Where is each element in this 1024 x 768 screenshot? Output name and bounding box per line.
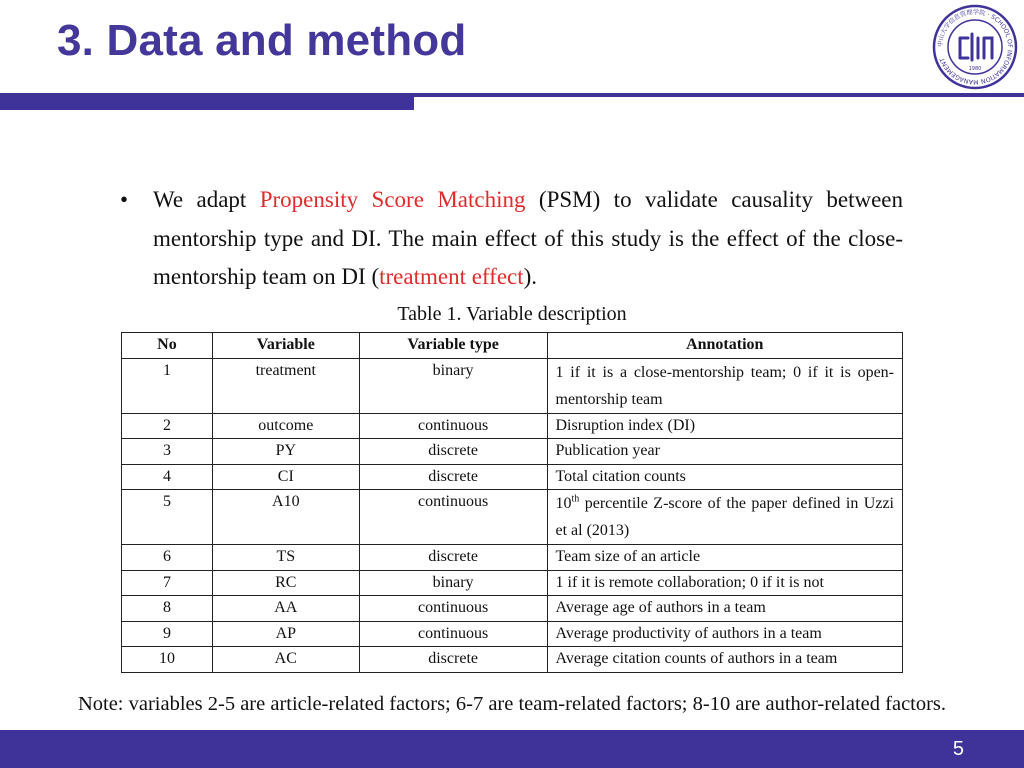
cell-variable: outcome: [212, 413, 359, 439]
cell-type: discrete: [359, 647, 547, 673]
table-caption: Table 1. Variable description: [397, 303, 627, 325]
cell-variable: RC: [212, 570, 359, 596]
bullet-text: We adapt Propensity Score Matching (PSM) to validate causality between mentorship type and DI. The main effect of this study is the effect of the close-mentorship team on DI (treatment effect).: [153, 187, 903, 289]
table-row: [122, 358, 903, 413]
table-row: [122, 545, 903, 571]
university-seal-icon: [932, 4, 1018, 90]
page-number: 5: [952, 738, 964, 760]
cell-type: binary: [359, 570, 547, 596]
cell-annotation: 1 if it is remote collaboration; 0 if it is not: [547, 570, 903, 596]
cell-no: 9: [122, 621, 213, 647]
cell-no: 5: [122, 490, 213, 545]
cell-annotation: Team size of an article: [547, 545, 903, 571]
cell-no: 1: [122, 358, 213, 413]
cell-annotation: Disruption index (DI): [547, 413, 903, 439]
cell-annotation: Average productivity of authors in a team: [547, 621, 903, 647]
cell-type: discrete: [359, 545, 547, 571]
logo-year: 1980: [968, 66, 982, 72]
cell-variable: AC: [212, 647, 359, 673]
table-row: [122, 490, 903, 545]
table-row: [122, 439, 903, 465]
cell-type: discrete: [359, 464, 547, 490]
table-row: [122, 413, 903, 439]
highlight-psm: Propensity Score Matching: [259, 187, 526, 212]
cell-annotation: Average citation counts of authors in a team: [547, 647, 903, 673]
table-row: [122, 621, 903, 647]
header-variable: Variable: [212, 333, 359, 359]
header-no: No: [122, 333, 213, 359]
cell-type: continuous: [359, 490, 547, 545]
cell-no: 7: [122, 570, 213, 596]
table-header-row: [122, 333, 903, 359]
cell-no: 3: [122, 439, 213, 465]
header-bar-thick: [0, 93, 414, 110]
cell-variable: treatment: [212, 358, 359, 413]
cell-type: continuous: [359, 413, 547, 439]
header-bar-thin: [414, 93, 1024, 97]
footer-bar: [0, 730, 1024, 768]
bullet-point: [120, 181, 903, 297]
variable-table: [121, 332, 903, 673]
cell-annotation: 1 if it is a close-mentorship team; 0 if it is open-mentorship team: [547, 358, 903, 413]
cell-annotation: 10th percentile Z-score of the paper defined in Uzzi et al (2013): [547, 490, 903, 545]
cell-variable: CI: [212, 464, 359, 490]
table-row: [122, 596, 903, 622]
header-annotation: Annotation: [547, 333, 903, 359]
logo-ring-text: 中山大学信息管理学院 · SCHOOL OF INFORMATION MANAGEMENT: [936, 8, 1014, 86]
cell-variable: AP: [212, 621, 359, 647]
bullet-dot: •: [120, 187, 129, 212]
footnote: Note: variables 2-5 are article-related factors; 6-7 are team-related factors; 8-10 are author-related factors.: [77, 693, 947, 715]
cell-no: 6: [122, 545, 213, 571]
highlight-treatment-effect: treatment effect: [379, 264, 524, 289]
cell-annotation: Average age of authors in a team: [547, 596, 903, 622]
cell-no: 10: [122, 647, 213, 673]
table-row: [122, 647, 903, 673]
cell-type: discrete: [359, 439, 547, 465]
table-row: [122, 464, 903, 490]
cell-variable: PY: [212, 439, 359, 465]
cell-type: continuous: [359, 621, 547, 647]
slide-title: 3. Data and method: [57, 16, 467, 65]
cell-no: 2: [122, 413, 213, 439]
header-variable-type: Variable type: [359, 333, 547, 359]
cell-type: continuous: [359, 596, 547, 622]
table-row: [122, 570, 903, 596]
cell-variable: AA: [212, 596, 359, 622]
cell-no: 4: [122, 464, 213, 490]
cell-annotation: Total citation counts: [547, 464, 903, 490]
cell-annotation: Publication year: [547, 439, 903, 465]
cell-no: 8: [122, 596, 213, 622]
cell-variable: A10: [212, 490, 359, 545]
cell-variable: TS: [212, 545, 359, 571]
cell-type: binary: [359, 358, 547, 413]
